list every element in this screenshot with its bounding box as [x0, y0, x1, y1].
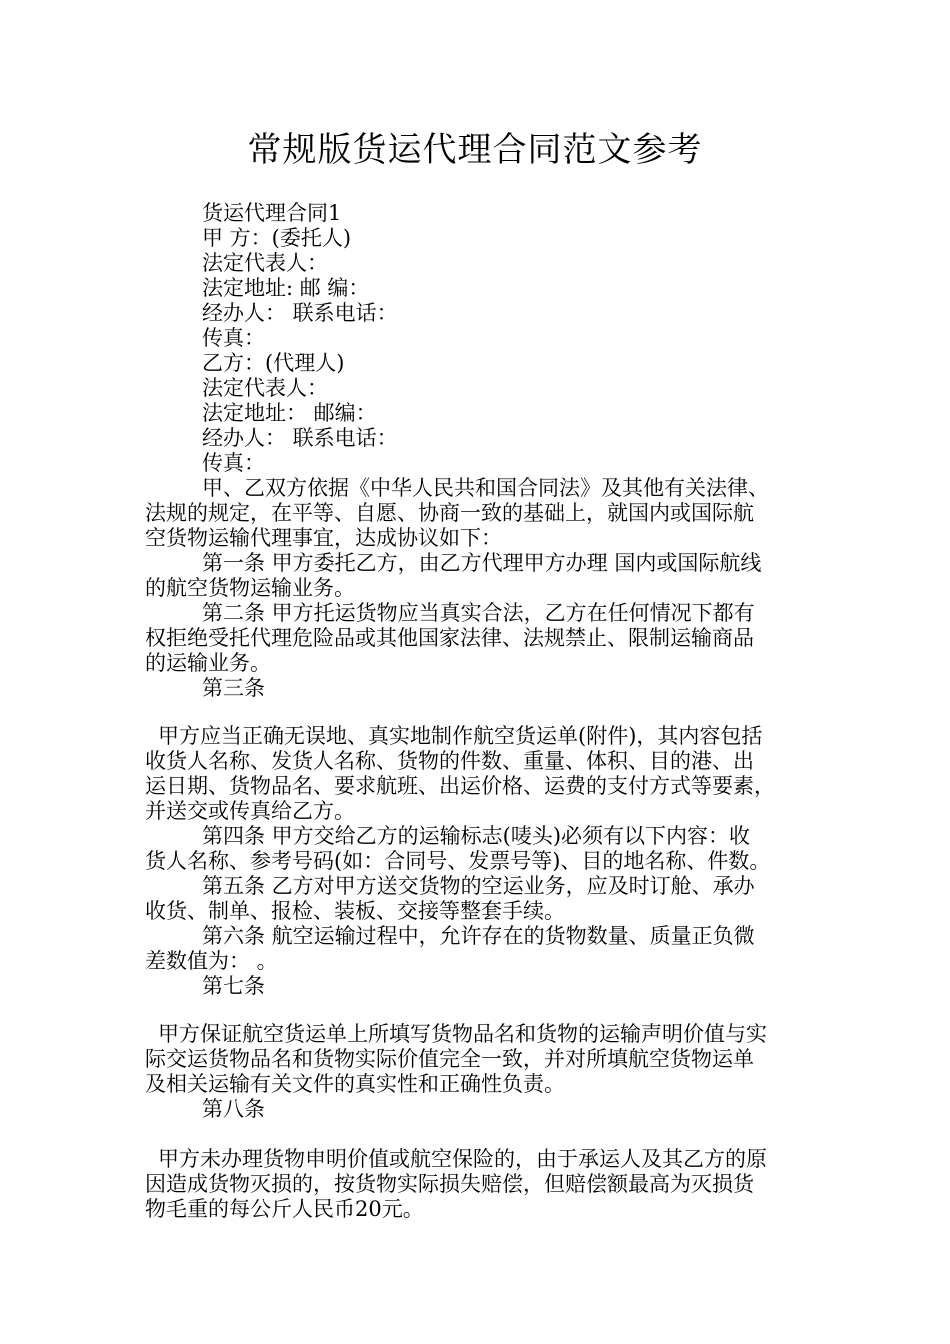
article-5-line: 第五条 乙方对甲方送交货物的空运业务，应及时订舱、承办	[202, 874, 755, 898]
article-7-line: 甲方保证航空货运单上所填写货物品名和货物的运输声明价值与实	[158, 1022, 767, 1046]
party-a-label: 甲 方：(委托人)	[202, 226, 352, 250]
article-2-line: 权拒绝受托代理危险品或其他国家法律、法规禁止、限制运输商品	[145, 626, 754, 650]
article-8-line: 甲方未办理货物申明价值或航空保险的，由于承运人及其乙方的原	[158, 1147, 767, 1171]
party-a-representative: 法定代表人：	[202, 251, 328, 275]
party-b-fax: 传真：	[202, 451, 265, 475]
contract-heading: 货运代理合同1	[202, 201, 342, 225]
article-1-line: 第一条 甲方委托乙方，由乙方代理甲方办理 国内或国际航线	[202, 551, 762, 575]
preamble-line: 空货物运输代理事宜，达成协议如下：	[145, 526, 502, 550]
article-2-line: 第二条 甲方托运货物应当真实合法，乙方在任何情况下都有	[202, 601, 755, 625]
party-b-contact: 经办人： 联系电话：	[202, 426, 398, 450]
document-title: 常规版货运代理合同范文参考	[247, 130, 703, 170]
article-4-line: 第四条 甲方交给乙方的运输标志(唛头)必须有以下内容：收	[202, 824, 751, 848]
party-b-label: 乙方：(代理人)	[202, 351, 345, 375]
article-1-line: 的航空货物运输业务。	[145, 576, 355, 600]
article-3-heading: 第三条	[202, 676, 265, 700]
article-8-line: 因造成货物灭损的，按货物实际损失赔偿，但赔偿额最高为灭损货	[145, 1172, 754, 1196]
article-8-line: 物毛重的每公斤人民币20元。	[145, 1197, 424, 1221]
article-7-line: 及相关运输有关文件的真实性和正确性负责。	[145, 1072, 565, 1096]
article-3-line: 并送交或传真给乙方。	[145, 799, 355, 823]
article-6-line: 差数值为： 。	[145, 949, 278, 973]
article-7-line: 际交运货物品名和货物实际价值完全一致，并对所填航空货物运单	[145, 1047, 754, 1071]
article-3-line: 甲方应当正确无误地、真实地制作航空货运单(附件)，其内容包括	[158, 724, 763, 748]
article-6-line: 第六条 航空运输过程中，允许存在的货物数量、质量正负微	[202, 924, 755, 948]
party-a-contact: 经办人： 联系电话：	[202, 301, 398, 325]
article-2-line: 的运输业务。	[145, 651, 271, 675]
article-3-line: 运日期、货物品名、要求航班、出运价格、运费的支付方式等要素，	[145, 774, 775, 798]
party-a-fax: 传真：	[202, 326, 265, 350]
article-3-line: 收货人名称、发货人名称、货物的件数、重量、体积、目的港、出	[145, 749, 754, 773]
article-7-heading: 第七条	[202, 974, 265, 998]
article-4-line: 货人名称、参考号码(如：合同号、发票号等)、目的地名称、件数。	[145, 849, 771, 873]
article-5-line: 收货、制单、报检、装板、交接等整套手续。	[145, 899, 565, 923]
party-b-representative: 法定代表人：	[202, 376, 328, 400]
preamble-line: 甲、乙双方依据《中华人民共和国合同法》及其他有关法律、	[202, 476, 769, 500]
party-b-address: 法定地址： 邮编：	[202, 401, 377, 425]
article-8-heading: 第八条	[202, 1097, 265, 1121]
preamble-line: 法规的规定，在平等、自愿、协商一致的基础上，就国内或国际航	[145, 501, 754, 525]
party-a-address: 法定地址: 邮 编：	[202, 276, 370, 300]
